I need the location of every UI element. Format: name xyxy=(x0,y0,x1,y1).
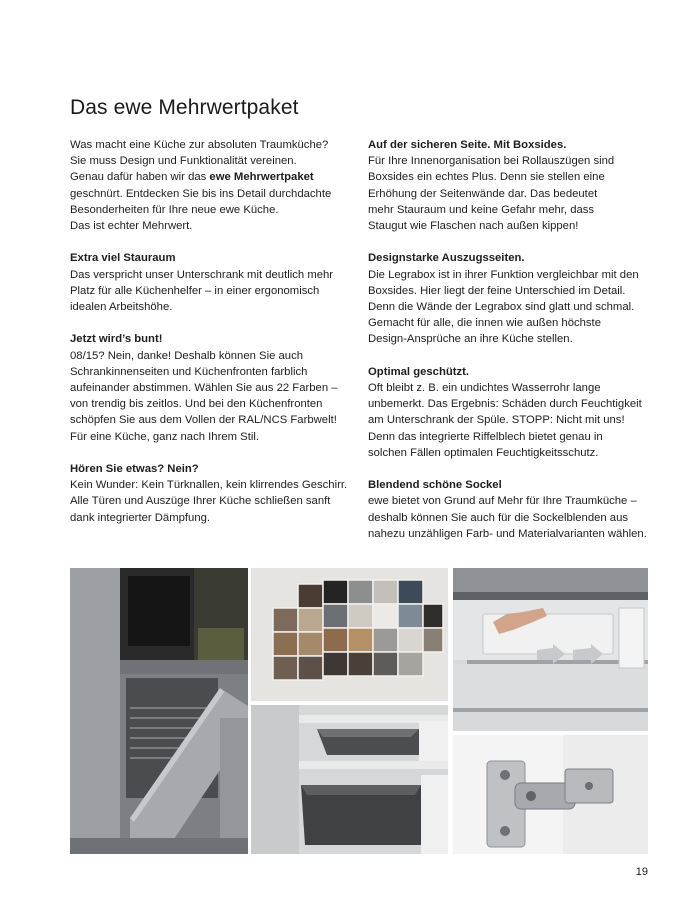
page-title: Das ewe Mehrwertpaket xyxy=(70,96,299,119)
right-text-column xyxy=(368,137,658,558)
drawer-pull-image xyxy=(453,568,648,731)
section-body-line: 08/15? Nein, danke! Deshalb können Sie auch xyxy=(70,349,304,362)
section-body-line: dank integrierter Dämpfung. xyxy=(70,511,211,524)
section-heading: Extra viel Stauraum xyxy=(70,252,176,265)
intro-line xyxy=(70,169,355,185)
section-body-line: von trendig bis zeitlos. Und bei den Küchenfronten xyxy=(70,398,323,411)
section-body-line: unbemerkt. Das Ergebnis: Schäden durch Feuchtigkeit xyxy=(368,398,642,411)
text-section xyxy=(70,331,355,444)
text-section xyxy=(368,137,658,234)
section-body-line: nahezu unzähligen Farb- und Materialvarianten wählen. xyxy=(368,527,647,540)
section-body-line: Denn die Wände der Legrabox sind glatt und schmal. xyxy=(368,301,635,314)
section-body-line: Die Legrabox ist in ihrer Funktion vergleichbar mit den xyxy=(368,268,639,281)
kitchen-dishwasher-image xyxy=(70,568,248,854)
section-heading: Hören Sie etwas? Nein? xyxy=(70,463,199,476)
section-body-line: Das verspricht unser Unterschrank mit deutlich mehr xyxy=(70,268,334,281)
section-body-line: Erhöhung der Seitenwände dar. Das bedeutet xyxy=(368,187,598,200)
open-drawers-photo xyxy=(251,705,448,854)
intro-highlight: ewe Mehrwertpaket xyxy=(209,171,314,184)
kitchen-dishwasher-photo xyxy=(70,568,248,854)
intro-line: Besonderheiten für Ihre neue ewe Küche. xyxy=(70,203,279,216)
section-body-line: Schrankinnenseiten und Küchenfronten farblich xyxy=(70,365,308,378)
section-body-line: aufeinander abstimmen. Wählen Sie aus 22 Farben – xyxy=(70,382,338,395)
section-body-line: Oft bleibt z. B. ein undichtes Wasserrohr lange xyxy=(368,382,601,395)
text-section xyxy=(70,250,355,315)
section-heading: Blendend schöne Sockel xyxy=(368,479,502,492)
section-body-line: Alle Türen und Auszüge Ihrer Küche schließen sanft xyxy=(70,495,331,508)
color-shelf-image xyxy=(251,568,448,701)
hinge-photo xyxy=(453,735,648,854)
section-body-line: Platz für alle Küchenhelfer – in einer ergonomisch xyxy=(70,284,320,297)
section-body-line: Boxsides. Hier liegt der feine Unterschied im Detail. xyxy=(368,284,626,297)
section-heading: Auf der sicheren Seite. Mit Boxsides. xyxy=(368,139,567,151)
intro-paragraph xyxy=(70,137,355,234)
section-heading: Designstarke Auszugsseiten. xyxy=(368,252,525,265)
section-body-line: solchen Fällen optimalen Feuchtigkeitsschutz. xyxy=(368,446,599,459)
section-body-line: Denn das integrierte Riffelblech bietet genau in xyxy=(368,430,603,443)
open-drawers-image xyxy=(251,705,448,854)
section-body-line: deshalb können Sie auch für die Sockelblenden aus xyxy=(368,511,629,524)
intro-line: Sie muss Design und Funktionalität vereinen. xyxy=(70,155,297,168)
text-section xyxy=(368,250,658,347)
color-shelf-photo xyxy=(251,568,448,701)
section-body-line: Design-Ansprüche an ihre Küche stellen. xyxy=(368,333,573,346)
intro-line: Was macht eine Küche zur absoluten Traumküche? xyxy=(70,139,329,151)
section-body-line: Gemacht für alle, die innen wie außen höchste xyxy=(368,317,601,330)
text-section xyxy=(70,461,355,526)
section-body-line: Boxsides ein echtes Plus. Denn sie stellen eine xyxy=(368,171,605,184)
left-text-column xyxy=(70,137,355,542)
section-body-line: am Unterschrank der Spüle. STOPP: Nicht mit uns! xyxy=(368,414,625,427)
section-body-line: ewe bietet von Grund auf Mehr für Ihre Traumküche – xyxy=(368,495,637,508)
intro-line: Das ist echter Mehrwert. xyxy=(70,220,193,233)
section-body-line: Kein Wunder: Kein Türknallen, kein klirrendes Geschirr. xyxy=(70,479,348,492)
hinge-image xyxy=(453,735,648,854)
intro-text: Genau dafür haben wir das xyxy=(70,171,210,184)
section-body-line: Für Ihre Innenorganisation bei Rollauszügen sind xyxy=(368,155,615,168)
section-body-line: idealen Arbeitshöhe. xyxy=(70,301,173,314)
text-section xyxy=(368,364,658,461)
section-body-line: schöpfen Sie aus dem Vollen der RAL/NCS Farbwelt! xyxy=(70,414,337,427)
section-body-line: mehr Stauraum und keine Gefahr mehr, dass xyxy=(368,203,595,216)
section-heading: Jetzt wird’s bunt! xyxy=(70,333,163,346)
section-heading: Optimal geschützt. xyxy=(368,365,470,378)
section-body-line: Für eine Küche, ganz nach Ihrem Stil. xyxy=(70,430,260,443)
section-body-line: Staugut wie Flaschen nach außen kippen! xyxy=(368,220,579,233)
text-section xyxy=(368,477,658,542)
drawer-pull-photo xyxy=(453,568,648,731)
page-number: 19 xyxy=(635,866,648,878)
intro-line: geschnürt. Entdecken Sie bis ins Detail durchdachte xyxy=(70,187,332,200)
